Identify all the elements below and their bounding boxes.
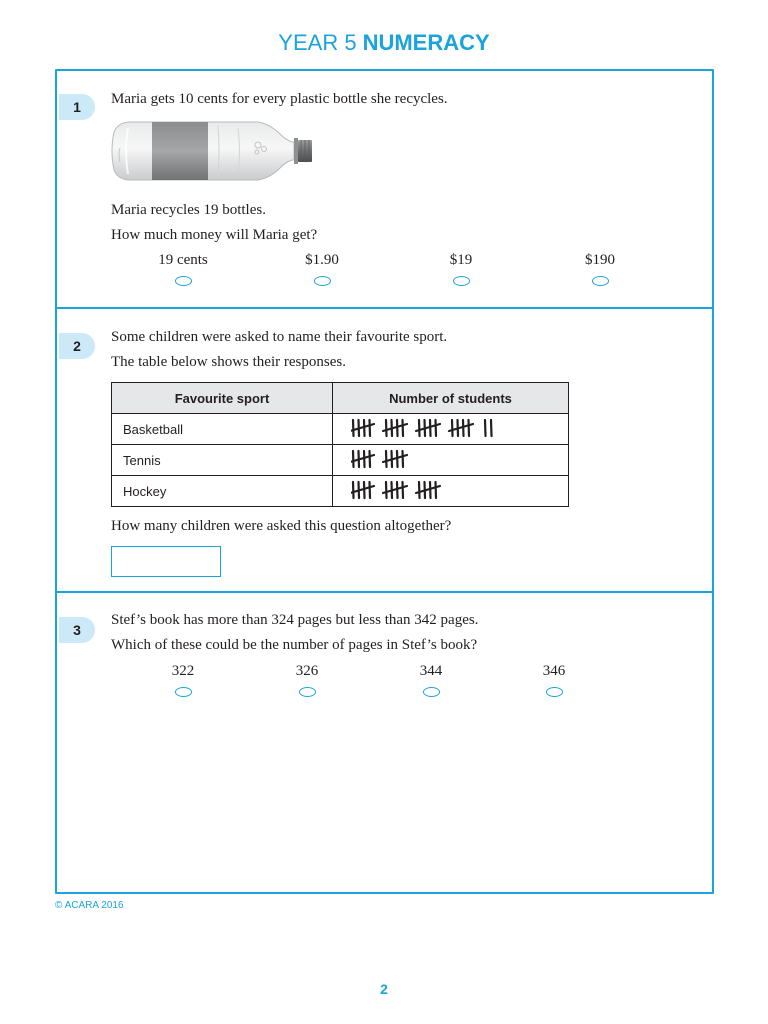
option-label: $1.90 [305, 252, 339, 268]
answer-option[interactable] [262, 662, 352, 697]
question-3-text: Which of these could be the number of pages in Stef’s book? [111, 637, 478, 653]
answer-bubble[interactable] [314, 276, 331, 286]
tally-stroke [452, 420, 453, 436]
table-header: Favourite sport [112, 383, 333, 414]
answer-bubble[interactable] [592, 276, 609, 286]
answer-option[interactable] [555, 251, 645, 286]
answer-bubble[interactable] [175, 687, 192, 697]
question-number-badge: 1 [59, 94, 95, 120]
plastic-bottle-image [108, 118, 316, 184]
tally-cell [333, 476, 569, 507]
answer-option[interactable] [386, 662, 476, 697]
question-2-text: Some children were asked to name their favourite sport. [111, 329, 448, 345]
answer-bubble[interactable] [175, 276, 192, 286]
answer-option[interactable] [509, 662, 599, 697]
question-1-text: Maria gets 10 cents for every plastic bottle she recycles. [111, 91, 448, 107]
option-label: 326 [295, 663, 319, 679]
tally-cell [333, 445, 569, 476]
tally-stroke [419, 420, 420, 436]
answer-option[interactable] [138, 662, 228, 697]
table-row [112, 414, 569, 445]
tally-marks [351, 448, 551, 470]
tally-stroke [436, 482, 437, 498]
header-year: YEAR 5 [278, 30, 357, 55]
tally-stroke [386, 420, 387, 436]
answer-bubble[interactable] [453, 276, 470, 286]
tally-marks [351, 417, 551, 439]
question-2 [57, 307, 712, 591]
answer-option[interactable] [416, 251, 506, 286]
tally-stroke [370, 451, 371, 467]
tally-stroke [353, 420, 354, 436]
sport-name: Tennis [112, 445, 333, 476]
question-3 [57, 591, 712, 894]
tally-stroke [491, 420, 492, 436]
question-1-text: How much money will Maria get? [111, 227, 318, 243]
sport-name: Hockey [112, 476, 333, 507]
page-number: 2 [380, 981, 388, 997]
tally-stroke [469, 420, 470, 436]
answer-option[interactable] [138, 251, 228, 286]
option-label: 19 cents [158, 252, 208, 268]
tally-stroke [403, 482, 404, 498]
tally-stroke [403, 420, 404, 436]
tally-stroke [419, 482, 420, 498]
question-1-text: Maria recycles 19 bottles. [111, 202, 266, 218]
question-2-text: How many children were asked this question altogether? [111, 518, 452, 534]
option-label: $19 [449, 252, 473, 268]
question-number-badge: 3 [59, 617, 95, 643]
tally-stroke [370, 482, 371, 498]
answer-input-box[interactable] [111, 546, 221, 577]
questions-frame [55, 69, 714, 894]
sport-name: Basketball [112, 414, 333, 445]
tally-cell [333, 414, 569, 445]
tally-stroke [485, 420, 486, 436]
tally-stroke [403, 451, 404, 467]
table-header: Number of students [333, 383, 569, 414]
table-row [112, 476, 569, 507]
tally-stroke [370, 420, 371, 436]
answer-bubble[interactable] [423, 687, 440, 697]
tally-stroke [353, 451, 354, 467]
tally-stroke [386, 482, 387, 498]
copyright-notice: © ACARA 2016 [55, 900, 124, 911]
question-3-text: Stef’s book has more than 324 pages but less than 342 pages. [111, 612, 479, 628]
question-number-badge: 2 [59, 333, 95, 359]
favourite-sport-table [111, 382, 569, 507]
question-2-text: The table below shows their responses. [111, 354, 346, 370]
tally-stroke [386, 451, 387, 467]
tally-stroke [436, 420, 437, 436]
option-label: 346 [542, 663, 566, 679]
option-label: 344 [419, 663, 443, 679]
option-label: 322 [171, 663, 195, 679]
question-1 [57, 71, 712, 305]
tally-marks [351, 479, 551, 501]
answer-bubble[interactable] [299, 687, 316, 697]
table-row [112, 445, 569, 476]
option-label: $190 [585, 252, 615, 268]
answer-option[interactable] [277, 251, 367, 286]
answer-bubble[interactable] [546, 687, 563, 697]
tally-stroke [353, 482, 354, 498]
header-subject: NUMERACY [362, 30, 490, 55]
page-header [0, 30, 768, 56]
